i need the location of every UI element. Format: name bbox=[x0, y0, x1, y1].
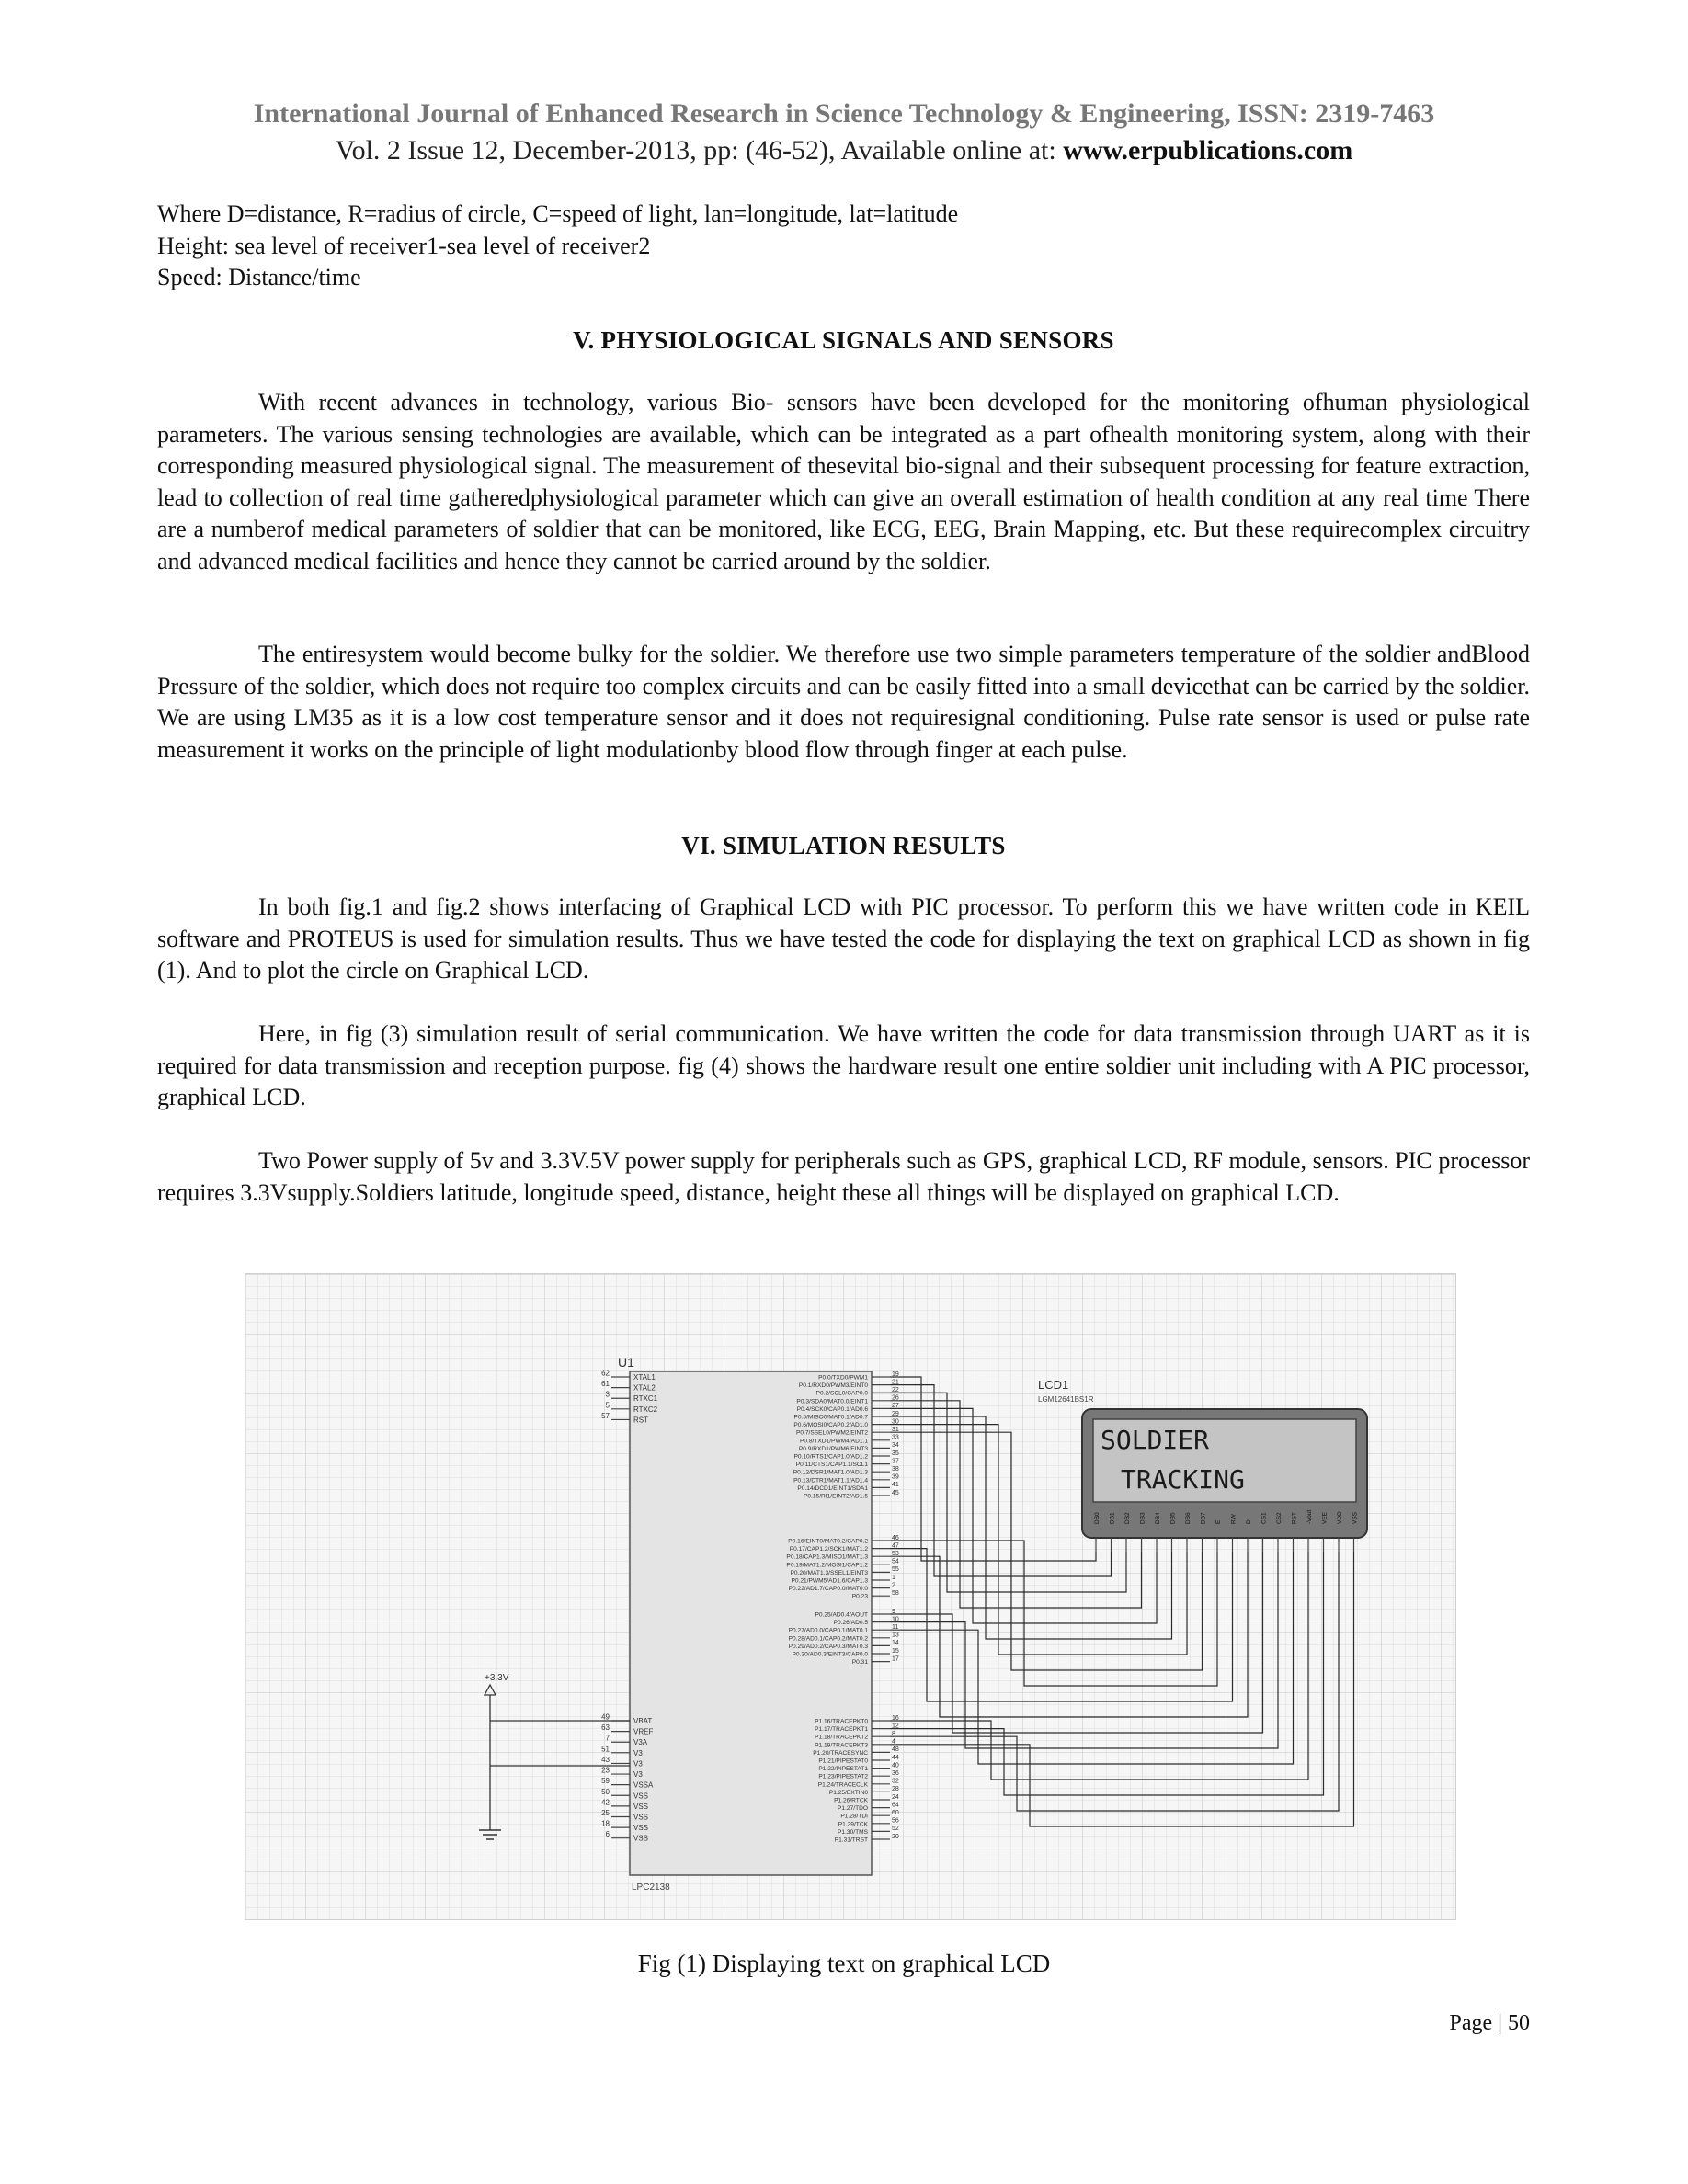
pin-number: 40 bbox=[892, 1762, 899, 1769]
pin-number: 14 bbox=[892, 1640, 899, 1647]
pin-name: P0.20/MAT1.3/SSEL1/EINT3 bbox=[790, 1569, 868, 1576]
pin-name: P1.16/TRACEPKT0 bbox=[815, 1718, 868, 1725]
volume-info: Vol. 2 Issue 12, December-2013, pp: (46-52), Available online at: bbox=[335, 135, 1064, 165]
pin-name: P1.27/TDO bbox=[838, 1805, 868, 1813]
pin-number: 38 bbox=[892, 1466, 899, 1473]
pin-number: 37 bbox=[892, 1458, 899, 1465]
pin-name: RST bbox=[633, 1416, 648, 1425]
pin-name: P1.25/EXTIN0 bbox=[828, 1789, 868, 1796]
pin-number: 35 bbox=[892, 1450, 899, 1457]
lcd-pin-name: RST bbox=[1291, 1512, 1298, 1524]
pin-name: P1.30/TMS bbox=[838, 1828, 868, 1836]
pin-number: 46 bbox=[892, 1534, 899, 1541]
lcd-pin-name: DB7 bbox=[1200, 1512, 1207, 1524]
pin-name: P0.4/SCK0/CAP0.1/AD0.6 bbox=[796, 1405, 868, 1413]
pin-name: RTXC1 bbox=[633, 1394, 658, 1404]
lcd-pin-name: CS2 bbox=[1276, 1512, 1283, 1524]
pin-name: P0.5/MISO0/MAT0.1/AD0.7 bbox=[793, 1414, 868, 1421]
pin-number: 28 bbox=[892, 1786, 899, 1793]
pin-name: P1.31/TRST bbox=[834, 1837, 868, 1844]
pin-name: P1.24/TRACECLK bbox=[817, 1781, 868, 1789]
lcd-pin-name: DB6 bbox=[1185, 1512, 1192, 1524]
lcd-pin-name: DB4 bbox=[1155, 1512, 1161, 1524]
pin-number: 59 bbox=[601, 1777, 610, 1786]
pin-number: 49 bbox=[601, 1712, 610, 1722]
pin-number: 17 bbox=[892, 1655, 899, 1663]
pin-name: V3 bbox=[633, 1770, 643, 1780]
definition-line: Where D=distance, R=radius of circle, C=speed of light, lan=longitude, lat=latitude bbox=[157, 200, 959, 227]
lcd-pin-name: CS1 bbox=[1260, 1512, 1268, 1524]
pin-name: P0.14/DCD1/EINT1/SDA1 bbox=[797, 1484, 868, 1492]
pin-name: XTAL2 bbox=[633, 1383, 656, 1393]
pin-name: V3 bbox=[633, 1748, 643, 1757]
pin-number: 21 bbox=[892, 1379, 899, 1386]
pin-number: 18 bbox=[601, 1819, 610, 1828]
pin-name: RTXC2 bbox=[633, 1405, 658, 1414]
pin-number: 54 bbox=[892, 1558, 899, 1565]
pin-name: VSSA bbox=[633, 1780, 654, 1790]
pin-number: 57 bbox=[601, 1411, 610, 1420]
lcd-text-line2: TRACKING bbox=[1121, 1464, 1245, 1495]
pin-number: 53 bbox=[892, 1551, 899, 1557]
pin-name: P0.11/CTS1/CAP1.1/SCL1 bbox=[795, 1462, 868, 1469]
paragraph: With recent advances in technology, various Bio- sensors have been developed for the monitoring ofhuman physiological parameters. The various sensing technologies are available, which can be integrated as a part ofhealth monitoring system, along with their corresponding measured physiological signal. The measurement of thesevital bio-signal and their subsequent processing for feature extraction, lead to collection of real time gatheredphysiological parameter which can give an overall estimation of health condition at any real time There are a numberof medical parameters of soldier that can be monitored, like ECG, EEG, Brain Mapping, etc. But these requirecomplex circuitry and advanced medical facilities and hence they cannot be carried around by the soldier. bbox=[157, 389, 1530, 574]
lcd-pin-name: VEE bbox=[1321, 1511, 1329, 1524]
pin-number: 44 bbox=[892, 1754, 899, 1761]
pin-name: P0.9/RXD1/PWM6/EINT3 bbox=[798, 1445, 868, 1452]
pin-name: P1.21/PIPESTAT0 bbox=[818, 1757, 868, 1765]
pin-number: 47 bbox=[892, 1542, 899, 1550]
pin-number: 43 bbox=[601, 1755, 610, 1764]
pin-name: VSS bbox=[633, 1813, 649, 1822]
pin-name: P0.16/EINT0/MAT0.2/CAP0.2 bbox=[788, 1538, 868, 1545]
pin-number: 50 bbox=[601, 1787, 610, 1796]
pin-name: P0.28/AD0.1/CAP0.2/MAT0.2 bbox=[788, 1635, 868, 1643]
pin-number: 30 bbox=[892, 1418, 899, 1426]
pin-number: 23 bbox=[601, 1766, 610, 1775]
lcd-pin-name: DB5 bbox=[1169, 1512, 1177, 1524]
chip-reference: U1 bbox=[618, 1355, 634, 1370]
lcd-pin-name: DB0 bbox=[1094, 1512, 1101, 1524]
proteus-schematic bbox=[245, 1274, 1455, 1919]
pin-name: P0.18/CAP1.3/MISO1/MAT1.3 bbox=[786, 1553, 868, 1561]
pin-name: P0.2/SCL0/CAP0.0 bbox=[815, 1390, 868, 1397]
lcd-pin-name: DB1 bbox=[1109, 1512, 1116, 1524]
supply-label: +3.3V bbox=[485, 1673, 509, 1683]
pin-name: VSS bbox=[633, 1802, 649, 1811]
pin-number: 63 bbox=[601, 1723, 610, 1733]
pin-number: 24 bbox=[892, 1793, 899, 1801]
volume-line bbox=[0, 132, 1688, 169]
page-number: Page | 50 bbox=[1449, 2011, 1530, 2035]
lcd-pin-name: -Vout bbox=[1306, 1509, 1313, 1524]
pin-number: 42 bbox=[601, 1798, 610, 1807]
lcd-pin-name: RW bbox=[1230, 1514, 1237, 1524]
pin-name: VSS bbox=[633, 1792, 649, 1801]
figure-caption: Fig (1) Displaying text on graphical LCD bbox=[637, 1950, 1051, 1977]
pin-name: P0.6/MOSI0/CAP0.2/AD1.0 bbox=[793, 1422, 868, 1429]
schematic-figure bbox=[245, 1273, 1456, 1920]
pin-number: 6 bbox=[605, 1830, 610, 1839]
pin-name: P0.27/AD0.0/CAP0.1/MAT0.1 bbox=[788, 1627, 868, 1634]
journal-title: International Journal of Enhanced Research in Science Technology & Engineering, ISSN: 2319-7463 bbox=[253, 98, 1435, 129]
pin-name: P1.18/TRACEPKT2 bbox=[815, 1734, 868, 1741]
pin-name: P0.7/SSEL0/PWM2/EINT2 bbox=[795, 1429, 868, 1437]
pin-name: P1.26/RTCK bbox=[834, 1797, 868, 1804]
chip-part-number: LPC2138 bbox=[632, 1883, 670, 1893]
pin-number: 16 bbox=[892, 1714, 899, 1722]
pin-name: V3 bbox=[633, 1759, 643, 1769]
pin-name: P1.29/TCK bbox=[838, 1821, 868, 1828]
lcd-pin-name: VSS bbox=[1352, 1511, 1359, 1524]
paragraph: Two Power supply of 5v and 3.3V.5V power supply for peripherals such as GPS, graphical LCD, RF module, sensors. PIC processor requires 3.3Vsupply.Soldiers latitude, longitude speed, distance, height these all things will be displayed on graphical LCD. bbox=[157, 1147, 1530, 1206]
lcd-pin-name: E bbox=[1215, 1519, 1222, 1524]
pin-name: P0.25/AD0.4/AOUT bbox=[815, 1611, 868, 1619]
pin-number: 5 bbox=[605, 1401, 610, 1410]
pin-number: 11 bbox=[892, 1624, 899, 1631]
pin-name: VSS bbox=[633, 1824, 649, 1833]
pin-name: P1.23/PIPESTAT2 bbox=[818, 1773, 868, 1780]
lcd-pin-name: VDD bbox=[1337, 1511, 1343, 1524]
pin-name: P0.22/AD1.7/CAP0.0/MAT0.0 bbox=[788, 1586, 868, 1593]
pin-name: VREF bbox=[633, 1727, 654, 1736]
pin-name: P0.1/RXD0/PWM3/EINT0 bbox=[798, 1382, 868, 1390]
pin-name: P0.26/AD0.5 bbox=[833, 1620, 868, 1627]
pin-name: P0.31 bbox=[851, 1659, 868, 1666]
paragraph: The entiresystem would become bulky for the soldier. We therefore use two simple parameters temperature of the soldier andBlood Pressure of the soldier, which does not require too complex circuits and can be easily fitted into a small devicethat can be carried by the soldier. We are using LM35 as it is a low cost temperature sensor and it does not requiresignal conditioning. Pulse rate sensor is used or pulse rate measurement it works on the principle of light modulationby blood flow through finger at each pulse. bbox=[157, 641, 1530, 763]
pin-number: 41 bbox=[892, 1482, 899, 1489]
pin-number: 32 bbox=[892, 1778, 899, 1785]
pin-number: 64 bbox=[892, 1802, 899, 1809]
paragraph: In both fig.1 and fig.2 shows interfacing of Graphical LCD with PIC processor. To perform this we have written code in KEIL software and PROTEUS is used for simulation results. Thus we have tested the code for displaying the text on graphical LCD as shown in fig (1). And to plot the circle on Graphical LCD. bbox=[157, 893, 1530, 984]
pin-number: 10 bbox=[892, 1616, 899, 1623]
lcd-pin-name: DB3 bbox=[1139, 1512, 1146, 1524]
pin-name: VBAT bbox=[633, 1717, 653, 1725]
pin-number: 27 bbox=[892, 1403, 899, 1410]
pin-number: 19 bbox=[892, 1371, 899, 1378]
pin-number: 22 bbox=[892, 1387, 899, 1393]
pin-name: VSS bbox=[633, 1834, 649, 1843]
pin-number: 36 bbox=[892, 1770, 899, 1777]
pin-number: 60 bbox=[892, 1810, 899, 1816]
pin-number: 25 bbox=[601, 1808, 610, 1817]
pin-name: P0.30/AD0.3/EINT3/CAP0.0 bbox=[792, 1651, 868, 1658]
pin-number: 13 bbox=[892, 1632, 899, 1639]
pin-name: P0.29/AD0.2/CAP0.3/MAT0.3 bbox=[788, 1643, 868, 1650]
journal-website: www.erpublications.com bbox=[1063, 135, 1353, 165]
pin-name: P0.8/TXD1/PWM4/AD1.1 bbox=[799, 1438, 868, 1445]
pin-name: XTAL1 bbox=[633, 1373, 656, 1382]
pin-number: 15 bbox=[892, 1647, 899, 1655]
pin-name: V3A bbox=[633, 1738, 648, 1747]
pin-number: 33 bbox=[892, 1434, 899, 1441]
definition-line: Height: sea level of receiver1-sea level of receiver2 bbox=[157, 232, 651, 259]
pin-name: P0.21/PWM5/AD1.6/CAP1.3 bbox=[791, 1577, 868, 1585]
pin-number: 62 bbox=[601, 1369, 610, 1378]
pin-name: P1.17/TRACEPKT1 bbox=[815, 1726, 868, 1734]
pin-name: P1.20/TRACESYNC bbox=[813, 1749, 868, 1757]
pin-name: P0.12/DSR1/MAT1.0/AD1.3 bbox=[793, 1469, 868, 1476]
pin-name: P0.0/TXD0/PWM1 bbox=[818, 1374, 868, 1382]
pin-number: 2 bbox=[892, 1582, 895, 1589]
paragraph: Here, in fig (3) simulation result of serial communication. We have written the code for data transmission through UART as it is required for data transmission and reception purpose. fig (4) shows the hardware result one entire soldier unit including with A PIC processor, graphical LCD. bbox=[157, 1020, 1530, 1111]
pin-number: 7 bbox=[605, 1734, 610, 1743]
pin-name: P1.19/TRACEPKT3 bbox=[815, 1742, 868, 1749]
pin-number: 51 bbox=[601, 1745, 610, 1754]
pin-name: P0.3/SDA0/MAT0.0/EINT1 bbox=[796, 1398, 868, 1405]
pin-number: 55 bbox=[892, 1566, 899, 1574]
pin-number: 26 bbox=[892, 1394, 899, 1402]
pin-number: 31 bbox=[892, 1427, 899, 1433]
pin-name: P0.19/MAT1.2/MOSI1/CAP1.2 bbox=[786, 1562, 868, 1569]
pin-number: 9 bbox=[892, 1608, 895, 1615]
lcd-pin-name: DB2 bbox=[1124, 1512, 1131, 1524]
pin-number: 8 bbox=[892, 1731, 895, 1737]
lcd-reference: LCD1 bbox=[1038, 1378, 1069, 1392]
section-heading-simulation-results: VI. SIMULATION RESULTS bbox=[681, 832, 1006, 859]
pin-number: 12 bbox=[892, 1723, 899, 1730]
pin-number: 52 bbox=[892, 1826, 899, 1833]
pin-number: 61 bbox=[601, 1380, 610, 1389]
pin-name: P0.10/RTS1/CAP1.0/AD1.2 bbox=[793, 1453, 868, 1461]
pin-number: 45 bbox=[892, 1489, 899, 1496]
pin-name: P0.17/CAP1.2/SCK1/MAT1.2 bbox=[789, 1546, 868, 1553]
pin-number: 1 bbox=[892, 1574, 895, 1581]
lcd-pin-name: DI bbox=[1246, 1518, 1252, 1524]
pin-name: P1.28/TDI bbox=[840, 1813, 868, 1820]
pin-number: 56 bbox=[892, 1817, 899, 1825]
pin-name: P0.23 bbox=[851, 1593, 868, 1600]
section-heading-physiological-signals: V. PHYSIOLOGICAL SIGNALS AND SENSORS bbox=[573, 326, 1114, 354]
pin-name: P0.15/RI1/EINT2/AD1.5 bbox=[803, 1493, 868, 1500]
pin-number: 20 bbox=[892, 1833, 899, 1840]
pin-number: 34 bbox=[892, 1442, 899, 1450]
pin-name: P1.22/PIPESTAT1 bbox=[818, 1766, 868, 1773]
page-header bbox=[0, 96, 1688, 169]
pin-number: 48 bbox=[892, 1746, 899, 1754]
lcd-text-line1: SOLDIER bbox=[1101, 1425, 1210, 1455]
pin-number: 3 bbox=[605, 1390, 610, 1399]
pin-name: P0.13/DTR1/MAT1.1/AD1.4 bbox=[793, 1477, 868, 1484]
equation-definitions bbox=[157, 199, 1530, 294]
pin-number: 4 bbox=[892, 1738, 895, 1746]
definition-line: Speed: Distance/time bbox=[157, 264, 361, 290]
pin-number: 29 bbox=[892, 1410, 899, 1417]
pin-number: 58 bbox=[892, 1590, 899, 1597]
pin-number: 39 bbox=[892, 1473, 899, 1481]
lcd-model: LGM12641BS1R bbox=[1038, 1395, 1094, 1404]
